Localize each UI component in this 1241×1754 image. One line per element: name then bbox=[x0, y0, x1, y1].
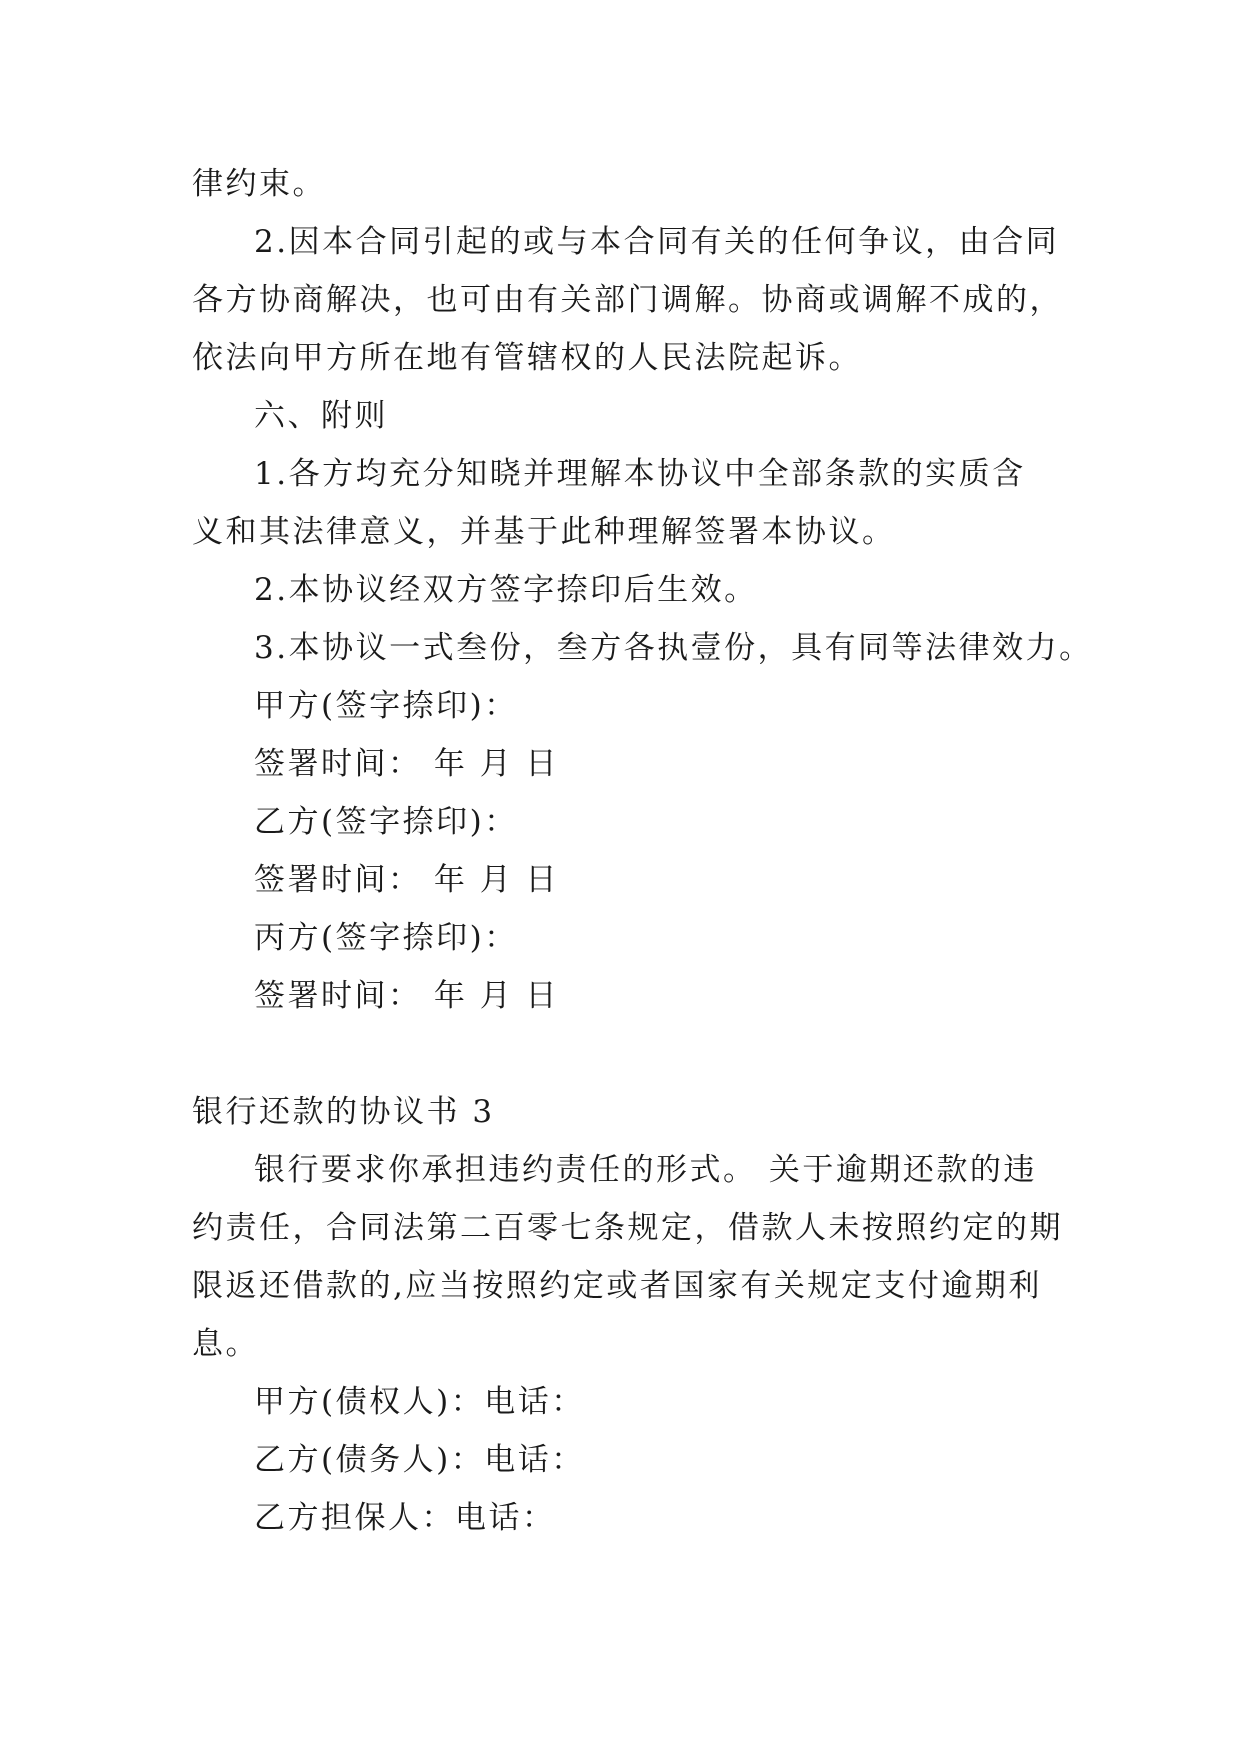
text-line: 银行要求你承担违约责任的形式。 关于逾期还款的违 bbox=[254, 1152, 1037, 1188]
text-line: 3.本协议一式叁份，叁方各执壹份，具有同等法律效力。 bbox=[254, 630, 1093, 666]
text-line: 1.各方均充分知晓并理解本协议中全部条款的实质含 bbox=[254, 456, 1026, 492]
text-line: 各方协商解决，也可由有关部门调解。协商或调解不成的， bbox=[192, 282, 1063, 318]
section-heading: 六、附则 bbox=[254, 398, 388, 434]
signing-date: 签署时间： 年 月 日 bbox=[254, 746, 560, 782]
text-line: 息。 bbox=[192, 1326, 259, 1362]
signature-field: 丙方(签字捺印)： bbox=[254, 920, 518, 956]
text-line: 2.本协议经双方签字捺印后生效。 bbox=[254, 572, 758, 608]
party-field: 乙方担保人：电话： bbox=[254, 1500, 556, 1536]
text-line: 义和其法律意义，并基于此种理解签署本协议。 bbox=[192, 514, 896, 550]
text-line: 律约束。 bbox=[192, 166, 326, 202]
text-line: 约责任，合同法第二百零七条规定，借款人未按照约定的期 bbox=[192, 1210, 1063, 1246]
signature-field: 乙方(签字捺印)： bbox=[254, 804, 518, 840]
party-field: 甲方(债权人)：电话： bbox=[254, 1384, 585, 1420]
text-line: 限返还借款的,应当按照约定或者国家有关规定支付逾期利 bbox=[192, 1268, 1042, 1304]
signing-date: 签署时间： 年 月 日 bbox=[254, 978, 560, 1014]
signing-date: 签署时间： 年 月 日 bbox=[254, 862, 560, 898]
text-line: 2.因本合同引起的或与本合同有关的任何争议，由合同 bbox=[254, 224, 1060, 260]
document-title: 银行还款的协议书 3 bbox=[192, 1094, 495, 1130]
party-field: 乙方(债务人)：电话： bbox=[254, 1442, 585, 1478]
signature-field: 甲方(签字捺印)： bbox=[254, 688, 518, 724]
text-line: 依法向甲方所在地有管辖权的人民法院起诉。 bbox=[192, 340, 862, 376]
